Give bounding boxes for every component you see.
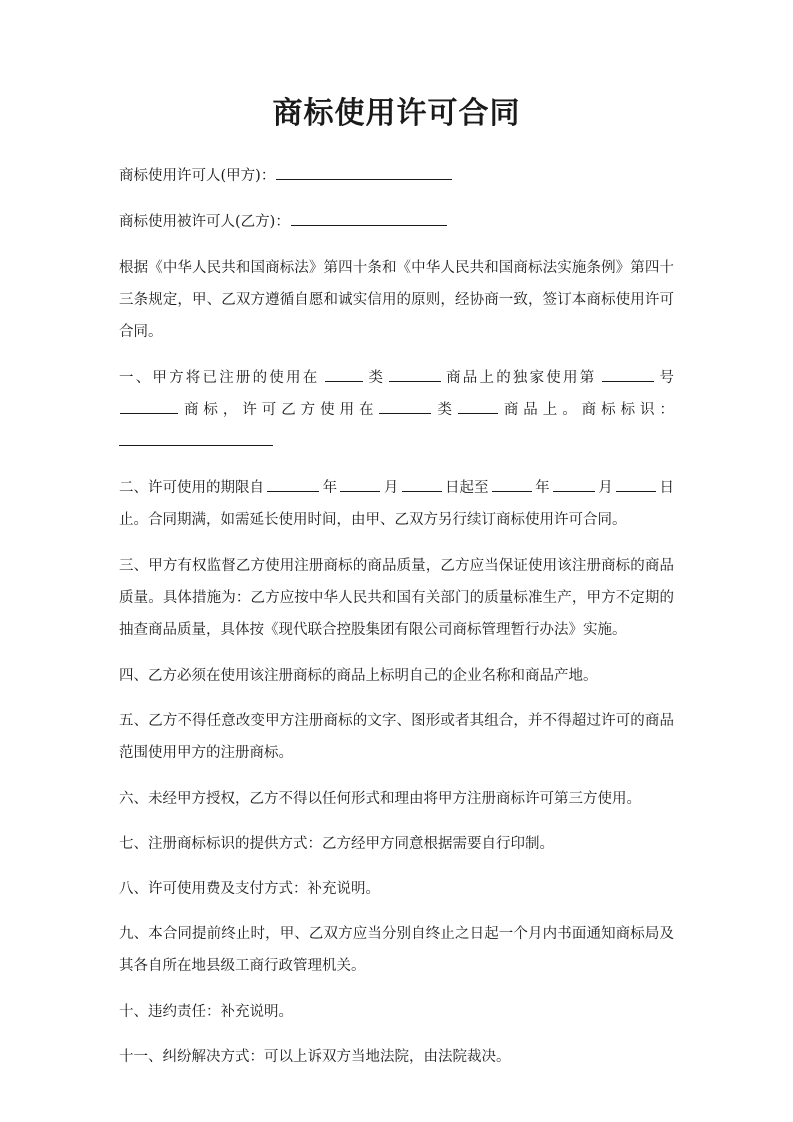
clause-2-year-label-2: 年: [535, 480, 550, 496]
clause-2-blank-day-end[interactable]: [616, 472, 656, 492]
clause-1-blank-goods-2[interactable]: [458, 394, 498, 414]
clause-7: 七、注册商标标识的提供方式：乙方经甲方同意根据需要自行印制。: [119, 836, 554, 852]
clause-1-blank-goods[interactable]: [389, 362, 441, 382]
document-body: [119, 160, 674, 1086]
clause-2-blank-month-start[interactable]: [340, 472, 380, 492]
clause-1-word: 类: [437, 402, 452, 418]
clause-1-word: 可: [261, 402, 277, 418]
clause-4: 四、乙方必须在使用该注册商标的商品上标明自己的企业名称和商品产地。: [119, 668, 598, 684]
clause-1: [119, 362, 674, 458]
clause-1-word: 上: [542, 402, 558, 418]
clause-2-year-label: 年: [322, 480, 338, 496]
clause-1-word: 标: [203, 402, 218, 418]
clause-1-word: 标: [601, 402, 616, 418]
clause-2-text-a: 二、许可使用的期限自: [119, 480, 264, 496]
clause-1-word: 乙: [281, 402, 296, 418]
clause-1-blank-mark[interactable]: [120, 394, 178, 414]
clause-2-month-label: 月: [383, 480, 399, 496]
clause-2-day-label-2: 日: [659, 480, 674, 496]
clause-6: 六、未经甲方授权，乙方不得以任何形式和理由将甲方注册商标许可第三方使用。: [119, 791, 641, 807]
clause-1-blank-class-2[interactable]: [379, 394, 431, 414]
licensor-blank[interactable]: [276, 160, 452, 180]
clause-9: 九、本合同提前终止时，甲、乙双方应当分别自终止之日起一个月内书面通知商标局及其各自所在地县级工商行政管理机关。: [119, 926, 674, 974]
clause-2-day-label: 日起至: [444, 480, 489, 496]
licensee-blank[interactable]: [291, 206, 447, 226]
document-title: 商标使用许可合同: [272, 96, 521, 131]
licensee-line: [119, 206, 674, 238]
clause-1-blank-class[interactable]: [325, 362, 363, 382]
clause-2: [119, 472, 674, 536]
clause-1-word: ，: [222, 402, 238, 418]
clause-3: 三、甲方有权监督乙方使用注册商标的商品质量，乙方应当保证使用该注册商标的商品质量。具体措施为：乙方应按中华人民共和国有关部门的质量标准生产，甲方不定期的抽查商品质量，具体按《现代联合控股集团有限公司商标管理暂行办法》实施。: [119, 558, 674, 638]
clause-10: 十、违约责任：补充说明。: [119, 1004, 293, 1020]
clause-11: 十一、纠纷解决方式：可以上诉双方当地法院，由法院裁决。: [119, 1049, 511, 1065]
clause-1-blank-mark-id[interactable]: [119, 426, 273, 446]
clause-2-line-1: [119, 472, 674, 504]
clause-1-word: 标: [620, 402, 636, 418]
clause-8: 八、许可使用费及支付方式：补充说明。: [119, 881, 380, 897]
clause-1-text-b: 类: [368, 370, 383, 386]
clause-1-word: 方: [300, 402, 316, 418]
clause-1-word: 商: [503, 402, 519, 418]
clause-1-word: 在: [359, 402, 374, 418]
clause-2-blank-month-end[interactable]: [553, 472, 595, 492]
clause-5: 五、乙方不得任意改变甲方注册商标的文字、图形或者其组合，并不得超过许可的商品范围使用甲方的注册商标。: [119, 713, 674, 761]
licensor-line: [119, 160, 674, 192]
clause-1-line-2: [119, 394, 674, 426]
clause-1-line-1: [119, 362, 674, 394]
clause-1-word: 品: [523, 402, 538, 418]
clause-1-text-a: 一、甲方将已注册的使用在: [119, 370, 320, 386]
intro-paragraph: 根据《中华人民共和国商标法》第四十条和《中华人民共和国商标法实施条例》第四十三条规定，甲、乙双方遵循自愿和诚实信用的原则，经协商一致，签订本商标使用许可合同。: [119, 260, 674, 340]
clause-2-month-label-2: 月: [598, 480, 613, 496]
clause-2-blank-day-start[interactable]: [402, 472, 442, 492]
clause-1-word: 用: [339, 402, 355, 418]
licensor-label: 商标使用许可人(甲方)：: [119, 168, 276, 184]
clause-1-text-c: 商品上的独家使用第: [446, 370, 597, 386]
clause-2-blank-year-start[interactable]: [267, 472, 319, 492]
clause-1-line-3: [119, 426, 674, 458]
clause-1-word: 商: [183, 402, 199, 418]
clause-2-blank-year-end[interactable]: [492, 472, 532, 492]
clause-1-blank-reg-no[interactable]: [602, 362, 654, 382]
clause-2-line-2: 止。合同期满，如需延长使用时间，由甲、乙双方另行续订商标使用许可合同。: [119, 512, 627, 528]
licensee-label: 商标使用被许可人(乙方)：: [119, 214, 290, 230]
clause-1-word: 许: [242, 402, 257, 418]
clause-1-word: 识: [640, 402, 655, 418]
clause-1-word: 商: [581, 402, 597, 418]
clause-1-text-d: 号: [659, 370, 674, 386]
clause-1-word: 使: [320, 402, 335, 418]
clause-1-word: ：: [659, 402, 674, 418]
clause-1-word: 。: [562, 402, 577, 418]
